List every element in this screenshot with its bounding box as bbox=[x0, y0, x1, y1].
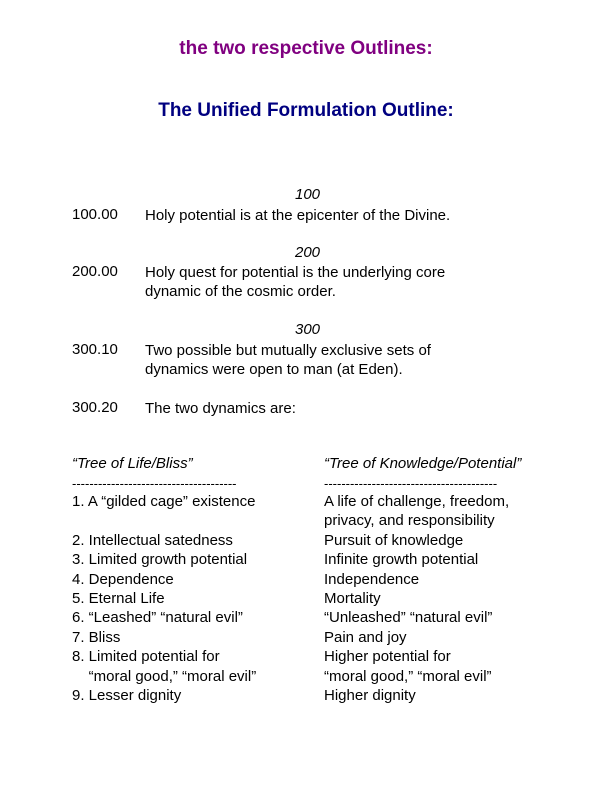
list-item: “Unleashed” “natural evil” bbox=[324, 609, 493, 627]
list-item: “moral good,” “moral evil” bbox=[324, 667, 492, 685]
section-label-200: 200 bbox=[295, 244, 321, 261]
item-text-line: dynamics were open to man (at Eden). bbox=[145, 361, 403, 378]
item-text bbox=[145, 263, 445, 301]
outlines-heading: the two respective Outlines: bbox=[179, 38, 433, 59]
item-number: 300.10 bbox=[72, 341, 118, 358]
item-text bbox=[145, 206, 450, 225]
item-text-line: dynamic of the cosmic order. bbox=[145, 283, 336, 300]
list-item: “moral good,” “moral evil” bbox=[72, 667, 257, 685]
list-item: 3. Limited growth potential bbox=[72, 551, 248, 569]
list-item: Independence bbox=[324, 570, 420, 588]
list-item: 4. Dependence bbox=[72, 570, 174, 588]
tree-of-knowledge-header: “Tree of Knowledge/Potential” bbox=[324, 455, 522, 472]
item-number: 100.00 bbox=[72, 206, 118, 223]
item-text-line: The two dynamics are: bbox=[145, 400, 296, 417]
tree-of-knowledge-list bbox=[324, 492, 509, 705]
list-item: Higher potential for bbox=[324, 648, 451, 666]
column-divider-left: -------------------------------------- bbox=[72, 476, 237, 491]
item-text-line: Holy potential is at the epicenter of the Divine. bbox=[145, 207, 451, 224]
item-number: 200.00 bbox=[72, 263, 118, 280]
list-item: 2. Intellectual satedness bbox=[72, 531, 233, 549]
list-item: 5. Eternal Life bbox=[72, 590, 165, 608]
list-item: Infinite growth potential bbox=[324, 551, 479, 569]
item-text-line: Holy quest for potential is the underlying core bbox=[145, 264, 446, 281]
tree-of-life-header: “Tree of Life/Bliss” bbox=[72, 455, 193, 472]
list-item: Pain and joy bbox=[324, 628, 407, 646]
list-item: 1. A “gilded cage” existence bbox=[72, 493, 256, 510]
list-item bbox=[72, 511, 256, 530]
list-item: Pursuit of knowledge bbox=[324, 531, 464, 549]
item-number: 300.20 bbox=[72, 399, 118, 416]
section-label-300: 300 bbox=[295, 321, 321, 338]
list-item: 7. Bliss bbox=[72, 628, 121, 646]
list-item: 9. Lesser dignity bbox=[72, 687, 182, 705]
item-text bbox=[145, 399, 296, 418]
list-item: Mortality bbox=[324, 590, 381, 608]
unified-outline-title: The Unified Formulation Outline: bbox=[158, 100, 454, 121]
list-item: 8. Limited potential for bbox=[72, 648, 220, 666]
tree-of-life-list bbox=[72, 492, 256, 705]
list-item: Higher dignity bbox=[324, 687, 416, 705]
list-item: A life of challenge, freedom, bbox=[324, 493, 510, 510]
column-divider-right: ---------------------------------------- bbox=[324, 476, 498, 491]
item-text-line: Two possible but mutually exclusive sets of bbox=[145, 342, 431, 359]
item-text bbox=[145, 341, 431, 379]
list-item: privacy, and responsibility bbox=[324, 512, 495, 530]
section-label-100: 100 bbox=[295, 186, 321, 203]
list-item: 6. “Leashed” “natural evil” bbox=[72, 609, 243, 627]
